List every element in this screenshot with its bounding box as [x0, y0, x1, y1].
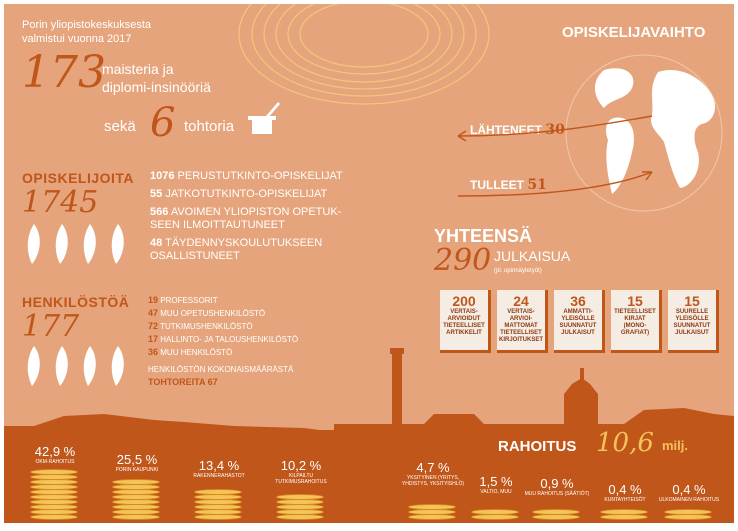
staff-total: 177: [22, 309, 80, 344]
intro-line-1: Porin yliopistokeskuksesta: [22, 19, 152, 31]
publication-card: 15 SUURELLE YLEISÖLLE SUUNNATUT JULKAISUT: [668, 290, 719, 353]
exchange-heading: OPISKELIJAVAIHTO: [562, 24, 706, 41]
intro-line-2: valmistui vuonna 2017: [22, 33, 132, 45]
publications-heading: YHTEENSÄ: [434, 226, 533, 246]
feather-icons: [24, 222, 134, 266]
publications-total-label: JULKAISUA: [494, 248, 571, 264]
funding-item: [102, 452, 172, 473]
doctoral-hat-icon: [248, 102, 282, 138]
publications-total: 290: [434, 243, 492, 278]
funding-label: VALTIO, MUU: [480, 489, 512, 495]
funding-value: 42,9 %: [34, 444, 76, 459]
funding-value: 13,4 %: [198, 458, 240, 473]
coin: [30, 469, 78, 475]
staff-doctors-line: TOHTOREITA 67: [148, 377, 218, 387]
masters-label: maisteria ja diplomi-insinööriä: [102, 61, 211, 95]
coin: [532, 509, 580, 515]
staff-row: 72 TUTKIMUSHENKILÖSTÖ: [148, 321, 253, 331]
funding-heading: RAHOITUS: [498, 438, 577, 455]
funding-value: 25,5 %: [116, 452, 158, 467]
funding-value: 4,7 %: [416, 460, 450, 475]
funding-label: KILPAILTU TUTKIMUSRAHOITUS: [275, 473, 327, 485]
staff-row: 47 MUU OPETUSHENKILÖSTÖ: [148, 308, 266, 318]
students-row: 55 JATKOTUTKINTO-OPISKELIJAT: [150, 188, 328, 200]
doctors-label: tohtoria: [184, 118, 235, 135]
funding-label: RAKENNERAHASTOT: [193, 473, 245, 479]
funding-total: 10,6: [596, 428, 654, 458]
funding-label: ULKOMAINEN RAHOITUS: [658, 497, 720, 503]
publication-card: 15 TIETEELLISET KIRJAT (MONO- GRAFIAT): [611, 290, 662, 353]
coin: [112, 479, 160, 485]
funding-value: 10,2 %: [280, 458, 322, 473]
coin: [664, 509, 712, 515]
funding-label: OKM-RAHOITUS: [35, 459, 75, 465]
students-row: 566 AVOIMEN YLIOPISTON OPETUK- SEEN ILMOITTAUTUNEET: [150, 206, 342, 231]
funding-value: 1,5 %: [479, 474, 513, 489]
funding-unit: milj.: [662, 438, 689, 453]
funding-item: [266, 458, 336, 485]
funding-item: [461, 474, 531, 495]
staff-row: 36 MUU HENKILÖSTÖ: [148, 347, 233, 357]
funding-value: 0,9 %: [540, 476, 574, 491]
funding-item: [590, 482, 660, 503]
intro-text: [22, 18, 151, 46]
publication-card: 24 VERTAIS- ARVIOI- MATTOMAT TIETEELLISET KIRJOITUKSET: [497, 290, 548, 353]
doctors-number: 6: [150, 100, 176, 146]
coin: [471, 509, 519, 515]
sun-rays-decoration: [224, 4, 504, 114]
coin: [276, 494, 324, 500]
coin: [194, 489, 242, 495]
publications-note: (pl. opinnäytetyöt): [494, 268, 542, 274]
exchange-incoming: TULLEET 51: [470, 177, 547, 193]
funding-item: [184, 458, 254, 479]
staff-row: 19 PROFESSORIT: [148, 295, 218, 305]
funding-item: [398, 460, 468, 487]
funding-label: KUNTAYHTEISÖT: [604, 497, 646, 503]
funding-label: MUU RAHOITUS (SÄÄTIÖT): [524, 491, 590, 497]
funding-label: YKSITYINEN (YRITYS, YHDISTYS, YKSITYISHLÖ): [401, 475, 465, 487]
doctors-prefix: sekä: [104, 118, 136, 135]
staff-heading: HENKILÖSTÖÄ: [22, 294, 130, 310]
publication-card: 200 VERTAIS- ARVIOIDUT TIETEELLISET ARTIKKELIT: [440, 290, 491, 353]
students-row: 48 TÄYDENNYSKOULUTUKSEEN OSALLISTUNEET: [150, 237, 323, 262]
staff-doctors-caption: HENKILÖSTÖN KOKONAISMÄÄRÄSTÄ: [148, 365, 294, 374]
funding-value: 0,4 %: [608, 482, 642, 497]
publication-card: 36 AMMATTI- YLEISÖLLE SUUNNATUT JULKAISUT: [554, 290, 605, 353]
infographic: [4, 4, 734, 523]
funding-label: PORIN KAUPUNKI: [115, 467, 159, 473]
coin: [600, 509, 648, 515]
funding-value: 0,4 %: [672, 482, 706, 497]
city-skyline: [4, 344, 734, 434]
funding-item: [522, 476, 592, 497]
students-breakdown: [150, 170, 343, 263]
exchange-outgoing: LÄHTENEET 30: [470, 122, 565, 138]
masters-number: 173: [22, 47, 106, 98]
students-row: 1076 PERUSTUTKINTO-OPISKELIJAT: [150, 170, 343, 182]
students-heading: OPISKELIJOITA: [22, 170, 135, 186]
staff-row: 17 HALLINTO- JA TALOUSHENKILÖSTÖ: [148, 334, 299, 344]
funding-item: [654, 482, 724, 503]
students-total: 1745: [22, 185, 99, 220]
coin: [408, 504, 456, 510]
funding-item: [20, 444, 90, 465]
